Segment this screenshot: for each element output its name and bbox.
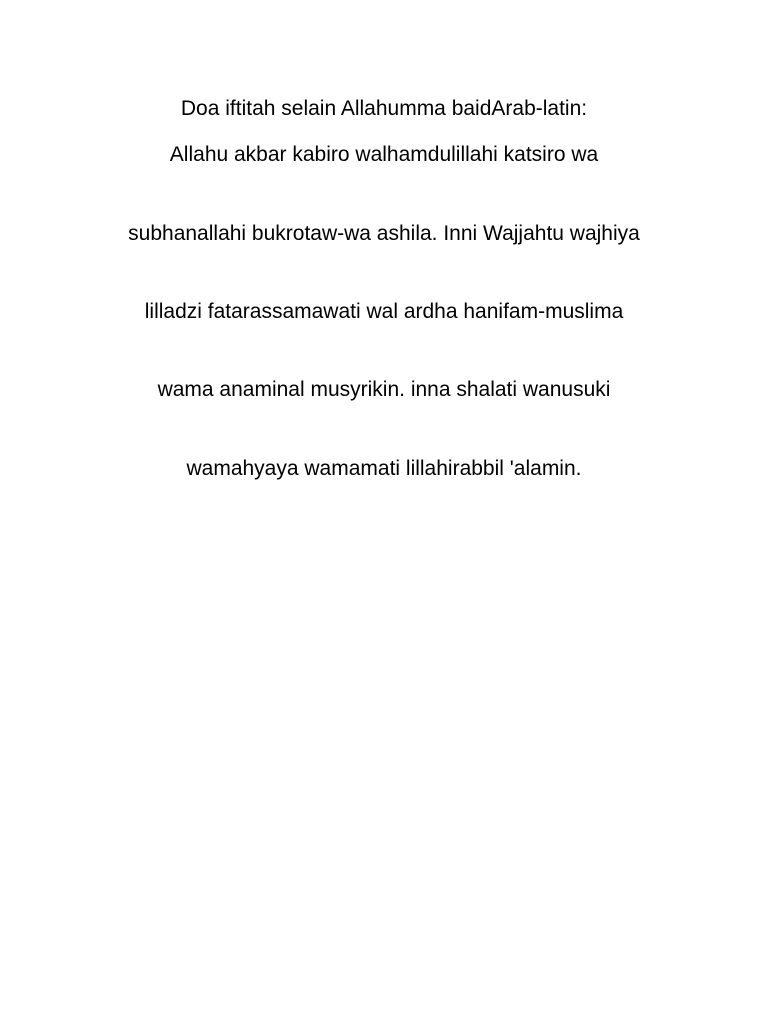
text-line-1: Allahu akbar kabiro walhamdulillahi katsiro wa — [169, 143, 599, 166]
document-title: Doa iftitah selain Allahumma baidArab-latin: — [180, 97, 588, 120]
text-line-4: wama anaminal musyrikin. inna shalati wanusuki — [157, 378, 611, 401]
text-line-5: wamahyaya wamamati lillahirabbil 'alamin. — [186, 457, 582, 480]
text-line-3: lilladzi fatarassamawati wal ardha hanifam-muslima — [144, 300, 624, 323]
text-line-2: subhanallahi bukrotaw-wa ashila. Inni Wajjahtu wajhiya — [128, 222, 640, 245]
